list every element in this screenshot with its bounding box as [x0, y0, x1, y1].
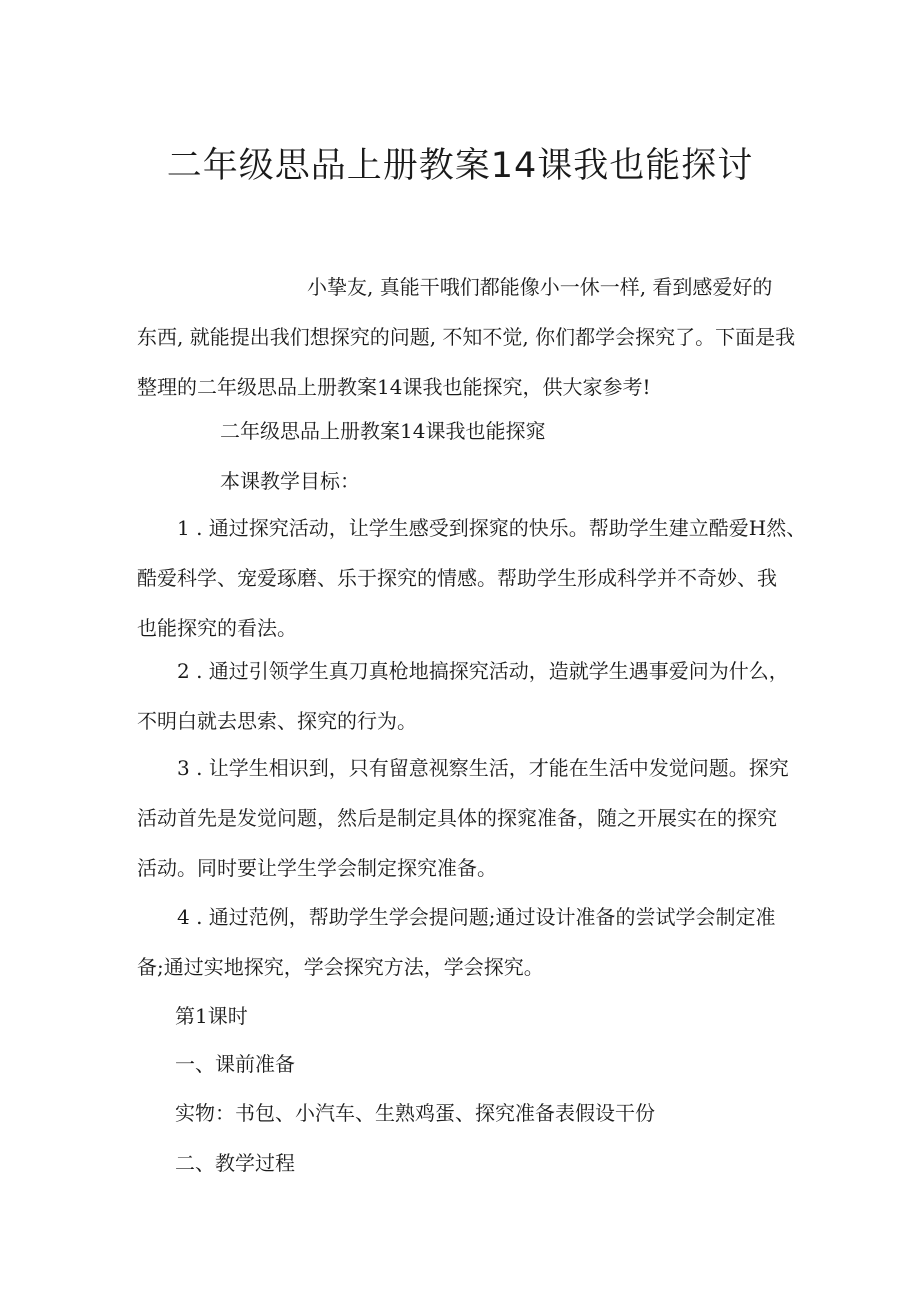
goal-2-line-2: 不明白就去思索、探究的行为。: [137, 709, 417, 733]
subtitle: 二年级思品上册教案14课我也能探窕: [220, 419, 546, 443]
goal-3-line-2: 活动首先是发觉问题，然后是制定具体的探窕准备，随之开展实在的探究: [137, 806, 777, 830]
intro-line-3: 整理的二年级思品上册教案14课我也能探究，供大家参考!: [137, 375, 651, 399]
goal-1: [137, 503, 806, 653]
goal-4-line-1: 4 . 通过范例，帮助学生学会提问题;通过设计准备的尝试学会制定准: [177, 905, 776, 929]
goal-2: [137, 646, 789, 746]
lesson-label: 第1课时: [175, 1004, 248, 1028]
goal-1-line-3: 也能探究的看法。: [137, 616, 297, 640]
section-1-heading: 一、课前准备: [175, 1052, 295, 1076]
goal-2-line-1: 2 . 通过引领学生真刀真枪地搞探究活动，造就学生遇事爱问为什么，: [177, 659, 789, 683]
intro-line-1: 小挚友, 真能干哦们都能像小一休一样, 看到感爱好的: [307, 275, 773, 299]
goals-heading: 本课教学目标：: [220, 469, 360, 493]
document-title: 二年级思品上册教案14课我也能探讨: [166, 146, 754, 186]
goal-1-line-2: 酷爱科学、宠爱琢磨、乐于探究的情感。帮助学生形成科学并不奇妙、我: [137, 566, 777, 590]
intro-paragraph: [137, 262, 795, 412]
goal-1-line-1: 1 . 通过探究活动，让学生感受到探窕的快乐。帮助学生建立酷爱H然、: [177, 516, 807, 540]
goal-3-line-3: 活动。同时要让学生学会制定探究准备。: [137, 856, 497, 880]
goal-4: [137, 892, 776, 992]
goal-3: [137, 743, 789, 893]
goal-4-line-2: 备;通过实地探究，学会探究方法，学会探究。: [137, 955, 544, 979]
goal-3-line-1: 3 . 让学生相识到，只有留意视察生活，才能在生活中发觉问题。探究: [177, 756, 789, 780]
materials-line: 实物：书包、小汽车、生熟鸡蛋、探究准备表假设干份: [175, 1101, 655, 1125]
section-2-heading: 二、教学过程: [175, 1151, 295, 1175]
intro-line-2: 东西, 就能提出我们想探究的问题, 不知不觉, 你们都学会探究了。下面是我: [137, 325, 796, 349]
